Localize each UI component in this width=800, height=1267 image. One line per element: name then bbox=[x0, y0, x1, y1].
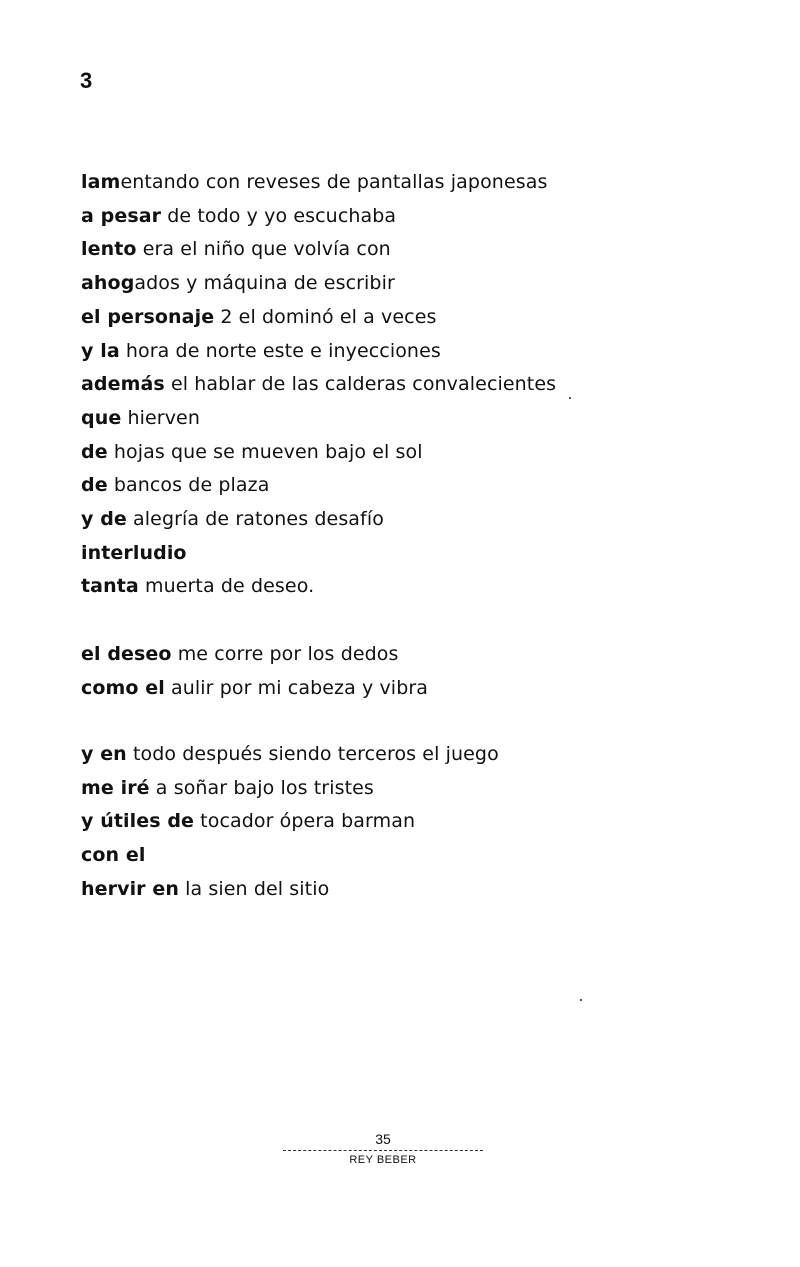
poem-line bbox=[81, 672, 428, 706]
section-number: 3 bbox=[80, 68, 93, 93]
line-text: ados y máquina de escribir bbox=[134, 272, 395, 295]
line-text: hojas que se mueven bajo el sol bbox=[107, 440, 423, 463]
line-lead: hervir en bbox=[81, 877, 179, 900]
line-lead: tanta bbox=[81, 575, 139, 598]
poem-line bbox=[81, 301, 556, 335]
line-text: aulir por mi cabeza y vibra bbox=[164, 676, 429, 699]
poem-line bbox=[81, 839, 499, 873]
line-lead: ahog bbox=[81, 272, 135, 295]
line-text: tocador ópera barman bbox=[194, 810, 416, 833]
stanza-2 bbox=[81, 638, 428, 705]
poem-line bbox=[81, 805, 499, 839]
line-lead: de bbox=[81, 440, 108, 463]
poem-line bbox=[81, 772, 499, 806]
line-text: me corre por los dedos bbox=[171, 643, 399, 665]
poem-line bbox=[81, 469, 556, 503]
line-lead: y la bbox=[81, 339, 120, 362]
line-lead: me iré bbox=[81, 776, 150, 799]
line-lead: el personaje bbox=[81, 305, 215, 328]
line-text: bancos de plaza bbox=[107, 474, 270, 497]
poem-line bbox=[81, 233, 556, 267]
line-text: muerta de deseo. bbox=[138, 575, 315, 598]
poem-line bbox=[81, 503, 556, 537]
line-text: la sien del sitio bbox=[178, 877, 330, 900]
line-lead: a pesar bbox=[81, 204, 162, 227]
line-lead: interludio bbox=[81, 541, 187, 564]
poem-line bbox=[81, 638, 428, 672]
line-lead: y de bbox=[81, 508, 127, 531]
line-text: el hablar de las calderas convalecientes bbox=[164, 373, 557, 396]
line-lead: de bbox=[81, 474, 108, 497]
line-text: todo después siendo terceros el juego bbox=[126, 743, 499, 765]
line-text: hierven bbox=[121, 406, 200, 429]
line-lead: como el bbox=[81, 676, 165, 699]
line-text: de todo y yo escuchaba bbox=[161, 204, 397, 227]
poem-line bbox=[81, 537, 556, 571]
line-text: a soñar bajo los tristes bbox=[149, 776, 374, 799]
poem-line bbox=[81, 166, 556, 200]
line-lead: con el bbox=[81, 844, 146, 867]
line-text: era el niño que volvía con bbox=[136, 238, 391, 261]
stanza-1 bbox=[81, 166, 556, 604]
line-lead: y en bbox=[81, 743, 127, 765]
line-lead: y útiles de bbox=[81, 810, 195, 833]
poem-line bbox=[81, 402, 556, 436]
poem-line bbox=[81, 873, 499, 907]
line-lead: lento bbox=[81, 238, 137, 261]
poem-line bbox=[81, 436, 556, 470]
line-lead: además bbox=[81, 373, 165, 396]
line-lead: lam bbox=[81, 171, 121, 193]
poem-line bbox=[81, 738, 499, 772]
line-lead: que bbox=[81, 406, 122, 429]
footer-author: REY BEBER bbox=[349, 1154, 417, 1166]
poem-line bbox=[81, 335, 556, 369]
page-number: 35 bbox=[375, 1131, 391, 1147]
poem-line bbox=[81, 570, 556, 604]
stanza-3 bbox=[81, 738, 499, 907]
footer-rule bbox=[283, 1150, 483, 1151]
line-lead: el deseo bbox=[81, 643, 172, 665]
page-footer bbox=[283, 1130, 483, 1166]
line-text: entando con reveses de pantallas japonesas bbox=[120, 171, 548, 193]
ink-speck bbox=[569, 397, 571, 399]
poem-line bbox=[81, 368, 556, 402]
poem-line bbox=[81, 267, 556, 301]
line-text: hora de norte este e inyecciones bbox=[119, 339, 441, 362]
line-text: alegría de ratones desafío bbox=[126, 508, 384, 531]
line-text: 2 el dominó el a veces bbox=[214, 305, 437, 328]
poem-line bbox=[81, 200, 556, 234]
ink-speck bbox=[580, 999, 582, 1001]
